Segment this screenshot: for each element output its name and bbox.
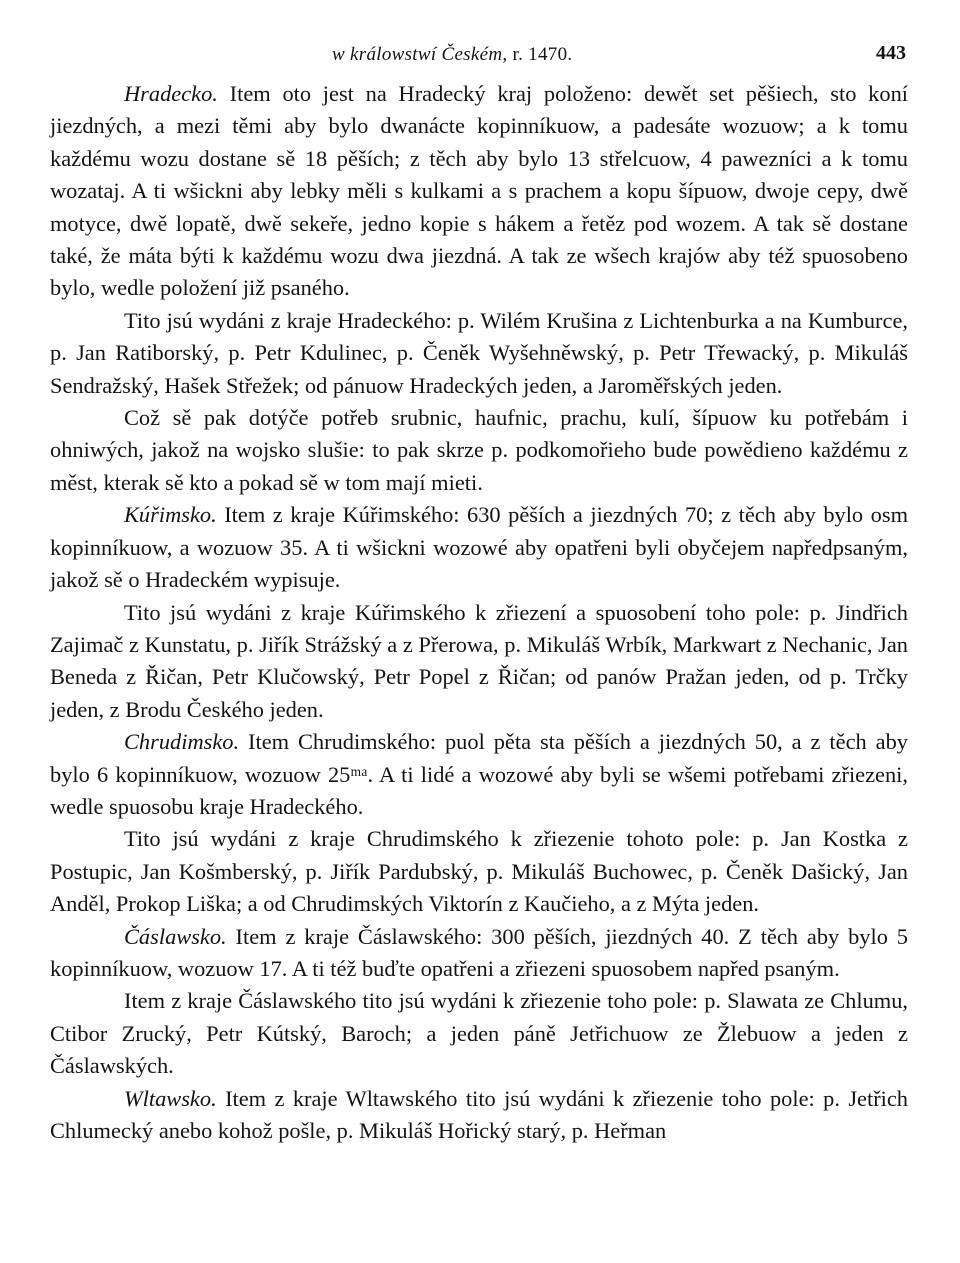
section-heading: Hradecko. (124, 81, 218, 106)
paragraph (50, 985, 908, 1082)
paragraph-text: Tito jsú wydáni z kraje Hradeckého: p. Wilém Krušina z Lichtenburka a na Kumburce, p. Jan Ratiborský, p. Petr Kdulinec, p. Čeněk Wyšehněwský, p. Petr Třewacký, p. Mikuláš Sendražský, Hašek Střežek; od pánuow Hradeckých jeden, a Jaroměřských jeden. (50, 307, 908, 398)
page-number: 443 (876, 42, 906, 64)
paragraph (50, 402, 908, 499)
section-heading: Čáslawsko. (124, 923, 227, 949)
body-text (50, 78, 908, 1147)
paragraph (50, 305, 908, 402)
paragraph-text: Což sě pak dotýče potřeb srubnic, haufnic, prachu, kulí, šípuow ku potřebám i ohniwých, jakož na wojsko slušie: to pak skrze p. podkomořieho bude powědieno každému z měst, kterak sě kto a pokad sě w tom mají mieti. (50, 405, 908, 495)
paragraph-text: Item Chrudimského: puol pěta sta pěších a jiezdných 50, a z těch aby bylo 6 kopinníkuow, wozuow 25ᵐᵃ. A ti lidé a wozowé aby byli se wšemi potřebami zřiezeni, wedle spuosobu kraje Hradeckého. (50, 729, 908, 819)
paragraph (50, 499, 908, 596)
book-page (50, 0, 908, 1143)
running-head-title: w králowstwí Českém, (332, 44, 508, 65)
paragraph-text: Item z kraje Čáslawského: 300 pěších, jiezdných 40. Z těch aby bylo 5 kopinníkuow, wozuow 17. A ti též buďte opatřeni a zřiezeni spuosobem napřed psaným. (50, 923, 908, 981)
running-head-year: r. 1470. (512, 44, 573, 65)
paragraph-text: Item oto jest na Hradecký kraj položeno: dewět set pěšiech, sto koní jiezdných, a mezi těmi aby bylo dwanácte kopinníkuow, a padesáte wozuow; a k tomu každému wozu dostane sě 18 pěších; z těch aby bylo 13 střelcuow, 4 pawezníci a k tomu wozataj. A ti wšickni aby lebky měli s kulkami a s prachem a kopu šípuow, dwoje cepy, dwě motyce, dwě lopatě, dwě sekeře, jedno kopie s hákem a řetěz pod wozem. A tak sě dostane také, že máta býti k každému wozu dwa jiezdná. A tak ze wšech krajów aby též spuosobeno bylo, wedle položení již psaného. (50, 81, 908, 301)
running-head (332, 44, 572, 66)
paragraph (50, 78, 908, 305)
paragraph (50, 597, 908, 727)
paragraph-text: Item z kraje Wltawského tito jsú wydáni k zřiezenie toho pole: p. Jetřich Chlumecký anebo kohož pošle, p. Mikuláš Hořický starý, p. Heřman (50, 1085, 908, 1143)
paragraph (50, 1083, 908, 1148)
paragraph-text: Tito jsú wydáni z kraje Chrudimského k zřiezenie tohoto pole: p. Jan Kostka z Postupic, Jan Košmberský, p. Jiřík Pardubský, p. Mikuláš Buchowec, p. Čeněk Dašický, Jan Anděl, Prokop Liška; a od Chrudimských Viktorín z Kaučieho, a z Mýta jeden. (50, 826, 908, 917)
page-header (50, 0, 908, 74)
section-heading: Wltawsko. (124, 1085, 217, 1111)
paragraph (50, 823, 908, 920)
section-heading: Chrudimsko. (124, 729, 240, 755)
paragraph (50, 726, 908, 823)
paragraph-text: Item z kraje Čáslawského tito jsú wydáni k zřiezenie toho pole: p. Slawata ze Chlumu, Ctibor Zrucký, Petr Kútský, Baroch; a jeden páně Jetřichuow ze Žlebuow a jeden z Čáslawských. (50, 988, 908, 1079)
paragraph-text: Tito jsú wydáni z kraje Kúřimského k zřiezení a spuosobení toho pole: p. Jindřich Zajimač z Kunstatu, p. Jiřík Strážský a z Přerowa, p. Mikuláš Wrbík, Markwart z Nechanic, Jan Beneda z Řičan, Petr Klučowský, Petr Popel z Řičan; od panów Pražan jeden, od p. Trčky jeden, z Brodu Českého jeden. (50, 599, 908, 722)
paragraph (50, 921, 908, 986)
paragraph-text: Item z kraje Kúřimského: 630 pěších a jiezdných 70; z těch aby bylo osm kopinníkuow, a wozuow 35. A ti wšickni wozowé aby opatřeni byli obyčejem napředpsaným, jakož sě o Hradeckém wypisuje. (50, 502, 908, 593)
section-heading: Kúřimsko. (124, 502, 217, 528)
